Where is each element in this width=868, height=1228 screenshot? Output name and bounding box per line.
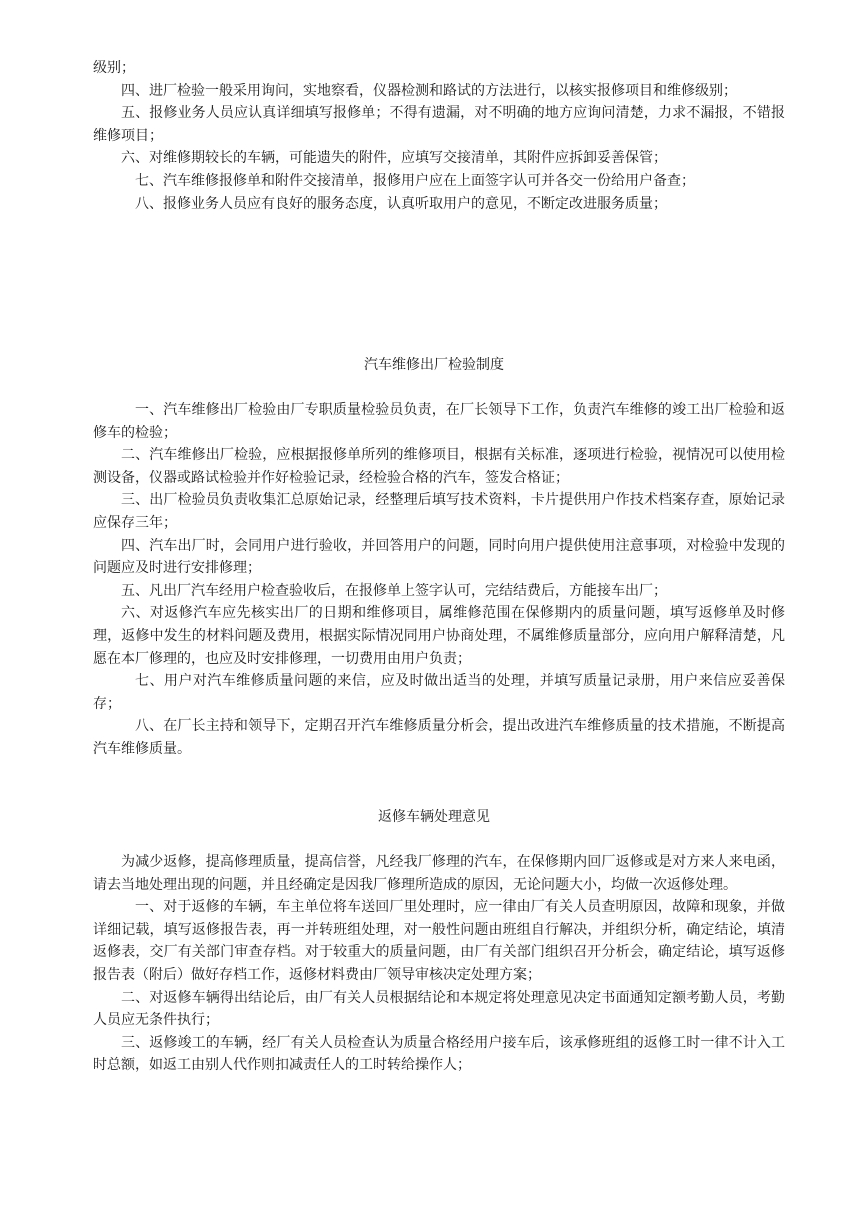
paragraph: 五、凡出厂汽车经用户检查验收后，在报修单上签字认可，完结结费后，方能接车出厂； [121, 582, 667, 599]
paragraph: 五、报修业务人员应认真详细填写报修单；不得有遗漏，对不明确的地方应询问清楚，力求不漏报，不错报维修项目； [93, 105, 785, 144]
paragraph: 四、进厂检验一般采用询问，实地察看，仪器检测和路试的方法进行，以核实报修项目和维修级别； [121, 82, 737, 99]
paragraph: 二、汽车维修出厂检验，应根据报修单所列的维修项目，根据有关标准，逐项进行检验，视情况可以使用检测设备，仪器或路试检验并作好检验记录，经检验合格的汽车，签发合格证； [93, 447, 785, 486]
paragraph: 一、汽车维修出厂检验由厂专职质量检验员负责，在厂长领导下工作，负责汽车维修的竣工出厂检验和返修车的检验； [93, 402, 785, 441]
paragraph: 三、出厂检验员负责收集汇总原始记录，经整理后填写技术资料，卡片提供用户作技术档案存查，原始记录应保存三年； [93, 492, 785, 531]
paragraph: 为减少返修，提高修理质量，提高信誉，凡经我厂修理的汽车，在保修期内回厂返修或是对方来人来电函，请去当地处理出现的问题，并且经确定是因我厂修理所造成的原因，无论问题大小，均做一次返修处理。 [93, 854, 785, 893]
paragraph: 七、汽车维修报修单和附件交接清单，报修用户应在上面签字认可并各交一份给用户备查； [135, 172, 695, 189]
paragraph: 七、用户对汽车维修质量问题的来信，应及时做出适当的处理，并填写质量记录册，用户来信应妥善保存； [93, 673, 785, 712]
paragraph: 级别； [93, 60, 135, 76]
paragraph: 一、对于返修的车辆，车主单位将车送回厂里处理时，应一律由厂有关人员查明原因，故障和现象，并做详细记载，填写返修报告表，再一并转班组处理，对一般性问题由班组自行解决，并组织分析，确定结论，填清返修表，交厂有关部门审查存档。对于较重大的质量问题，由厂有关部门组织召开分析会，确定结论，填写返修报告表（附后）做好存档工作，返修材料费由厂领导审核决定处理方案； [93, 899, 785, 983]
paragraph: 六、对维修期较长的车辆，可能遗失的附件，应填写交接清单，其附件应拆卸妥善保管； [121, 150, 667, 167]
paragraph: 六、对返修汽车应先核实出厂的日期和维修项目，属维修范围在保修期内的质量问题，填写返修单及时修理，返修中发生的材料问题及费用，根据实际情况同用户协商处理，不属维修质量部分，应向用户解释清楚，凡愿在本厂修理的，也应及时安排修理，一切费用由用户负责； [93, 605, 785, 667]
paragraph: 八、报修业务人员应有良好的服务态度，认真听取用户的意见，不断定改进服务质量； [135, 195, 667, 212]
paragraph: 二、对返修车辆得出结论后，由厂有关人员根据结论和本规定将处理意见决定书面通知定额考勤人员，考勤人员应无条件执行； [93, 989, 785, 1029]
paragraph: 四、汽车出厂时，会同用户进行验收，并回答用户的问题，同时向用户提供使用注意事项，对检验中发现的问题应及时进行安排修理； [93, 537, 785, 577]
section-2 [93, 399, 785, 761]
section-3 [93, 851, 785, 1077]
section-2-title: 汽车维修出厂检验制度 [364, 357, 504, 373]
paragraph: 八、在厂长主持和领导下，定期召开汽车维修质量分析会，提出改进汽车维修质量的技术措施，不断提高汽车维修质量。 [93, 718, 785, 757]
section-1 [93, 57, 785, 215]
paragraph: 三、返修竣工的车辆，经厂有关人员检查认为质量合格经用户接车后，该承修班组的返修工时一律不计入工时总额，如返工由别人代作则扣减责任人的工时转给操作人； [93, 1034, 785, 1074]
section-3-title: 返修车辆处理意见 [378, 809, 490, 825]
